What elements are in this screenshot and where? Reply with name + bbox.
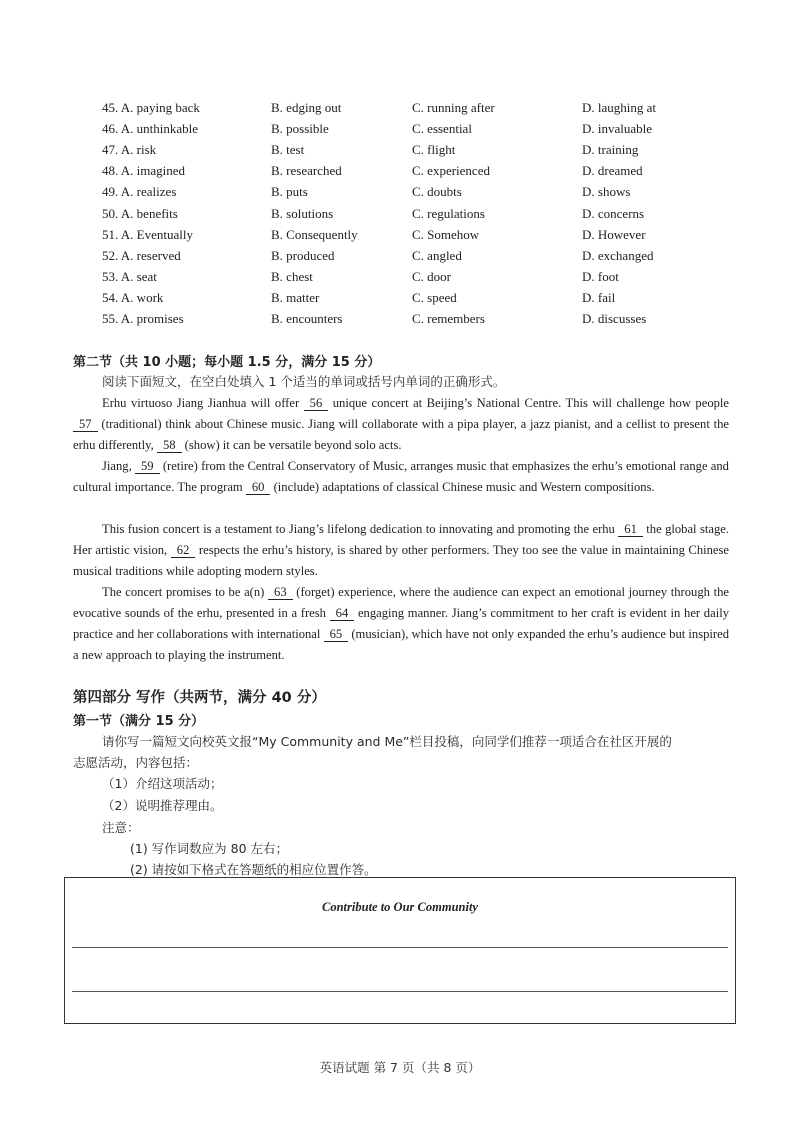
option-b[interactable]: [271, 248, 335, 264]
question-number: 51.: [102, 226, 119, 242]
option-a[interactable]: [102, 290, 163, 306]
option-row: [0, 100, 800, 121]
option-text: B. possible: [271, 121, 329, 137]
section2-heading: 第二节（共 10 小题；每小题 1.5 分，满分 15 分）: [73, 355, 381, 370]
option-text: C. remembers: [412, 311, 485, 326]
option-text: D. training: [582, 142, 639, 158]
option-b[interactable]: [271, 269, 313, 285]
option-text: D. dreamed: [582, 163, 643, 179]
option-text: C. experienced: [412, 163, 490, 179]
passage-paragraph-3: This fusion concert is a testament to Jiang’s lifelong dedication to innovating and promoting the erhu 61 the global stage. Her artistic vision, 62 respects the erhu’s history, is shared by other performers. They too see the value in maintaining Chinese musical traditions while adopting modern styles.: [73, 522, 729, 578]
option-text: C. Somehow: [412, 226, 480, 242]
option-c[interactable]: [412, 206, 485, 222]
option-row: [0, 311, 800, 332]
option-a[interactable]: [102, 100, 200, 116]
option-d[interactable]: [582, 227, 646, 243]
option-c[interactable]: [412, 163, 490, 179]
option-row: [0, 248, 800, 269]
option-d[interactable]: [582, 311, 646, 327]
option-text: B. test: [271, 142, 305, 158]
option-a[interactable]: [102, 163, 185, 179]
option-b[interactable]: [271, 206, 333, 222]
passage-paragraph-4: The concert promises to be a(n) 63 (forget) experience, where the audience can expect an emotional journey through the evocative sounds of the erhu, presented in a fresh 64 engaging manner. Jiang’s commitment to her craft is evident in her daily practice and her collaborations with international 65 (musician), which have not only expanded the erhu’s audience but inspired a new approach to playing the instrument.: [73, 585, 730, 662]
section2-instruction: 阅读下面短文，在空白处填入 1 个适当的单词或括号内单词的正确形式。: [102, 374, 506, 389]
option-text: B. produced: [271, 247, 335, 263]
option-d[interactable]: [582, 290, 615, 306]
option-text: A. promises: [120, 311, 184, 326]
passage-paragraph-1: Erhu virtuoso Jiang Jianhua will offer 56 unique concert at Beijing’s National Centre. This will challenge how people 57 (traditional) think about Chinese music. Jiang will collaborate with a pipa player, a jazz pianist, and a cellist to present the erhu differently, 58 (show) it can be versatile beyond solo acts.: [73, 396, 729, 452]
blank-62[interactable]: 62: [171, 543, 196, 558]
option-d[interactable]: [582, 121, 652, 137]
writing-prompt-line2: 志愿活动，内容包括：: [73, 755, 199, 770]
question-number: 45.: [102, 100, 119, 115]
option-text: A. risk: [120, 142, 157, 158]
blank-63[interactable]: 63: [268, 585, 293, 600]
option-text: A. benefits: [120, 205, 178, 221]
option-c[interactable]: [412, 227, 479, 243]
question-number: 54.: [102, 289, 119, 305]
option-text: A. paying back: [120, 100, 200, 115]
option-a[interactable]: [102, 206, 178, 222]
option-b[interactable]: [271, 100, 341, 116]
blank-60[interactable]: 60: [246, 480, 271, 495]
answer-line[interactable]: [72, 947, 728, 948]
option-a[interactable]: [102, 269, 157, 285]
option-text: A. work: [120, 289, 164, 305]
question-number: 50.: [102, 205, 119, 221]
writing-note-2: (2) 请按如下格式在答题纸的相应位置作答。: [130, 862, 377, 877]
option-text: D. exchanged: [582, 247, 654, 263]
question-number: 48.: [102, 163, 119, 179]
question-number: 52.: [102, 247, 119, 263]
option-d[interactable]: [582, 248, 653, 264]
option-text: D. foot: [582, 268, 619, 284]
option-text: B. encounters: [271, 311, 343, 326]
option-row: [0, 163, 800, 184]
option-c[interactable]: [412, 100, 495, 116]
blank-58[interactable]: 58: [157, 438, 182, 453]
option-b[interactable]: [271, 121, 329, 137]
option-text: B. chest: [271, 268, 313, 284]
option-text: C. doubts: [412, 184, 462, 200]
option-b[interactable]: [271, 227, 358, 243]
option-text: A. Eventually: [120, 226, 194, 242]
option-text: C. speed: [412, 289, 457, 305]
answer-box: [64, 877, 736, 1024]
option-row: [0, 269, 800, 290]
option-row: [0, 142, 800, 163]
option-row: [0, 206, 800, 227]
option-text: D. shows: [582, 184, 631, 200]
page-footer: 英语试题 第 7 页（共 8 页）: [319, 1060, 481, 1075]
option-text: B. puts: [271, 184, 308, 200]
option-b[interactable]: [271, 311, 342, 327]
option-text: D. laughing at: [582, 100, 657, 115]
writing-item-2: （2）说明推荐理由。: [102, 798, 223, 813]
option-b[interactable]: [271, 163, 342, 179]
option-text: B. edging out: [271, 100, 342, 115]
option-text: C. regulations: [412, 205, 485, 221]
question-number: 49.: [102, 184, 119, 200]
option-c[interactable]: [412, 184, 462, 200]
option-text: C. flight: [412, 142, 456, 158]
option-text: D. invaluable: [582, 121, 653, 137]
option-c[interactable]: [412, 311, 485, 327]
option-a[interactable]: [102, 248, 181, 264]
option-text: D. concerns: [582, 205, 645, 221]
option-a[interactable]: [102, 142, 156, 158]
option-b[interactable]: [271, 184, 308, 200]
option-row: [0, 227, 800, 248]
option-d[interactable]: [582, 184, 630, 200]
blank-57[interactable]: 57: [73, 417, 98, 432]
option-c[interactable]: [412, 121, 472, 137]
blank-65[interactable]: 65: [324, 627, 349, 642]
option-row: [0, 184, 800, 205]
question-number: 47.: [102, 142, 119, 158]
option-text: D. However: [582, 226, 646, 242]
option-a[interactable]: [102, 227, 193, 243]
writing-prompt-line1: 请你写一篇短文向校英文报“My Community and Me”栏目投稿，向同学们推荐一项适合在社区开展的: [102, 734, 672, 749]
option-b[interactable]: [271, 290, 319, 306]
option-text: A. realizes: [120, 184, 177, 200]
option-d[interactable]: [582, 142, 638, 158]
option-c[interactable]: [412, 248, 462, 264]
option-d[interactable]: [582, 206, 644, 222]
question-number: 46.: [102, 121, 119, 137]
option-text: A. imagined: [120, 163, 186, 179]
option-c[interactable]: [412, 142, 455, 158]
question-number: 55.: [102, 311, 119, 326]
writing-note-1: (1) 写作词数应为 80 左右；: [130, 841, 289, 856]
option-text: B. solutions: [271, 205, 334, 221]
option-d[interactable]: [582, 100, 656, 116]
option-row: [0, 290, 800, 311]
option-text: D. fail: [582, 289, 616, 305]
option-text: C. running after: [412, 100, 495, 115]
option-text: A. unthinkable: [120, 121, 199, 137]
writing-note-label: 注意：: [102, 820, 140, 835]
option-text: C. angled: [412, 247, 462, 263]
blank-59[interactable]: 59: [135, 459, 160, 474]
option-text: D. discusses: [582, 311, 647, 326]
blank-64[interactable]: 64: [330, 606, 355, 621]
option-c[interactable]: [412, 290, 457, 306]
option-text: B. Consequently: [271, 226, 358, 242]
answer-box-title: Contribute to Our Community: [322, 900, 478, 914]
part4-heading: 第四部分 写作（共两节，满分 40 分）: [73, 690, 326, 706]
option-b[interactable]: [271, 142, 304, 158]
option-text: B. matter: [271, 289, 320, 305]
option-c[interactable]: [412, 269, 451, 285]
option-row: [0, 121, 800, 142]
option-d[interactable]: [582, 269, 619, 285]
option-text: A. reserved: [120, 247, 181, 263]
option-text: A. seat: [120, 268, 157, 284]
answer-line[interactable]: [72, 991, 728, 992]
option-a[interactable]: [102, 184, 176, 200]
option-d[interactable]: [582, 163, 643, 179]
option-a[interactable]: [102, 311, 184, 327]
option-text: C. door: [412, 268, 451, 284]
question-number: 53.: [102, 268, 119, 284]
option-text: C. essential: [412, 121, 472, 137]
blank-61[interactable]: 61: [618, 522, 643, 537]
option-text: B. researched: [271, 163, 342, 179]
part4-section1-heading: 第一节（满分 15 分）: [73, 714, 205, 729]
passage-paragraph-2: Jiang, 59 (retire) from the Central Conservatory of Music, arranges music that emphasizes the erhu’s emotional range and cultural importance. The program 60 (include) adaptations of classical Chinese music and Western compositions.: [73, 459, 729, 494]
blank-56[interactable]: 56: [304, 396, 329, 411]
writing-item-1: （1）介绍这项活动；: [102, 776, 223, 791]
option-a[interactable]: [102, 121, 198, 137]
